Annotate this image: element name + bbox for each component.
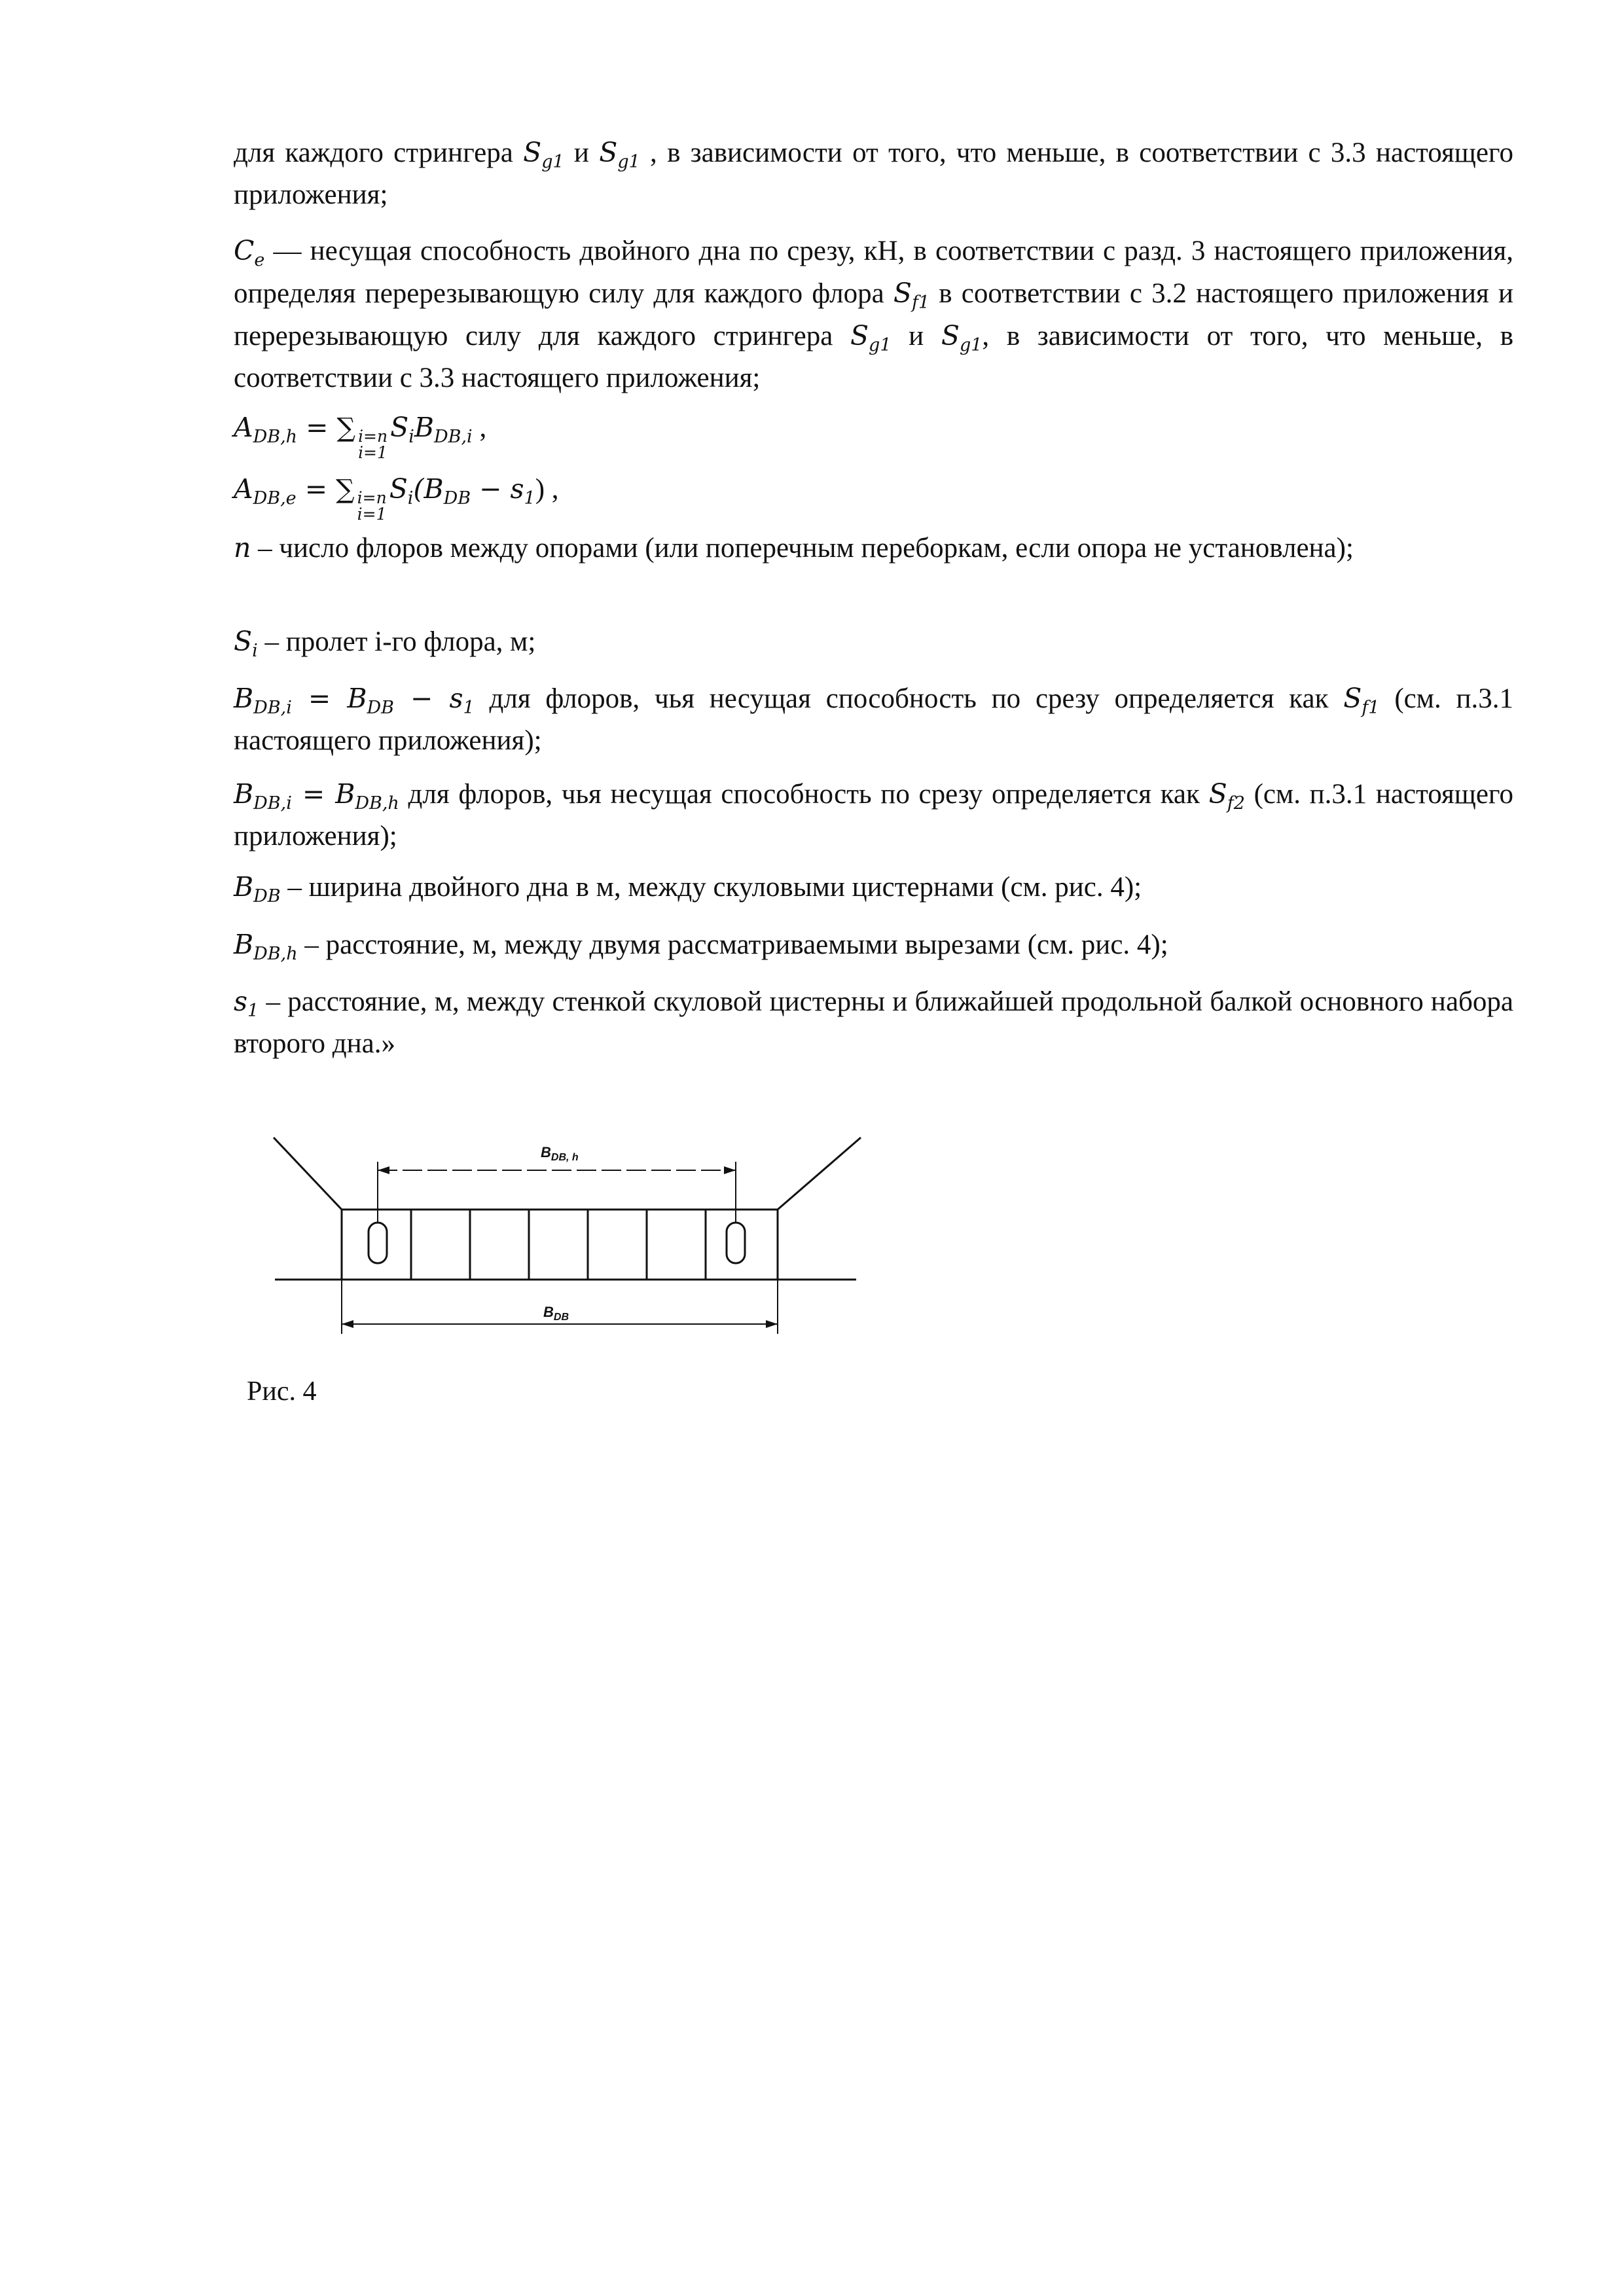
paragraph-si-definition: $S_i$ – пролет i-го флора, м; [234, 626, 536, 661]
paragraph-stringer-shear: для каждого стрингера $S_{g1}$ и $S_{g1}$ , в зависимости от того, что меньше, в соответствии с 3.3 настоящего приложения; [234, 137, 1514, 210]
arrowhead [724, 1166, 736, 1174]
label-bdbh: $B_{DB, h}$ [541, 1144, 579, 1163]
label-bdb: $B_{DB}$ [543, 1304, 569, 1323]
paragraph-n-definition: n – число флоров между опорами (или поперечным переборкам, если опора не установлена); [234, 532, 1354, 564]
cutout-right [727, 1223, 745, 1263]
paragraph-bdbi-f2: $B_{DB,i} = B_{DB,h}$ для флоров, чья несущая способность по срезу определяется как $S_{f2}$ (см. п.3.1 настоящего приложения); [234, 778, 1514, 852]
arrowhead [342, 1320, 353, 1328]
paragraph-bdbh-definition: $B_{DB,h}$ – расстояние, м, между двумя рассматриваемыми вырезами (см. рис. 4); [234, 929, 1168, 964]
arrowhead [766, 1320, 778, 1328]
cutout-left [369, 1223, 387, 1263]
formula-adbe: $A_{DB,e}$ = ∑ i=n i=1 $S_i(B_{DB} - s_1)$ , [234, 473, 559, 524]
paragraph-bdbi-f1: $B_{DB,i} = B_{DB} - s_1$ для флоров, чья несущая способность по срезу определяется как $S_{f1}$ (см. п.3.1 настоящего приложения); [234, 683, 1513, 756]
double-bottom-figure [262, 1126, 884, 1348]
paragraph-bdb-definition: $B_{DB}$ – ширина двойного дна в м, между скуловыми цистернами (см. рис. 4); [234, 871, 1142, 906]
paragraph-ce-definition: $C_e$ — несущая способность двойного дна по срезу, кН, в соответствии с разд. 3 настоящего приложения, определяя перерезывающую силу для каждого флора $S_{f1}$ в соответствии с 3.2 настоящего приложения и перерезывающую силу для каждого стрингера $S_{g1}$ и $S_{g1}$, в зависимости от того, что меньше, в соответствии с 3.3 настоящего приложения; [234, 235, 1513, 393]
figure-caption: Рис. 4 [247, 1376, 317, 1407]
arrowhead [378, 1166, 389, 1174]
hopper-slope-left [274, 1138, 342, 1210]
paragraph-s1-definition: $s_1$ – расстояние, м, между стенкой скуловой цистерны и ближайшей продольной балкой основного набора второго дна.» [234, 986, 1513, 1059]
hopper-slope-right [778, 1138, 861, 1210]
formula-adbh: $A_{DB,h}$ = ∑ i=n i=1 $S_iB_{DB,i}$ , [234, 412, 487, 462]
